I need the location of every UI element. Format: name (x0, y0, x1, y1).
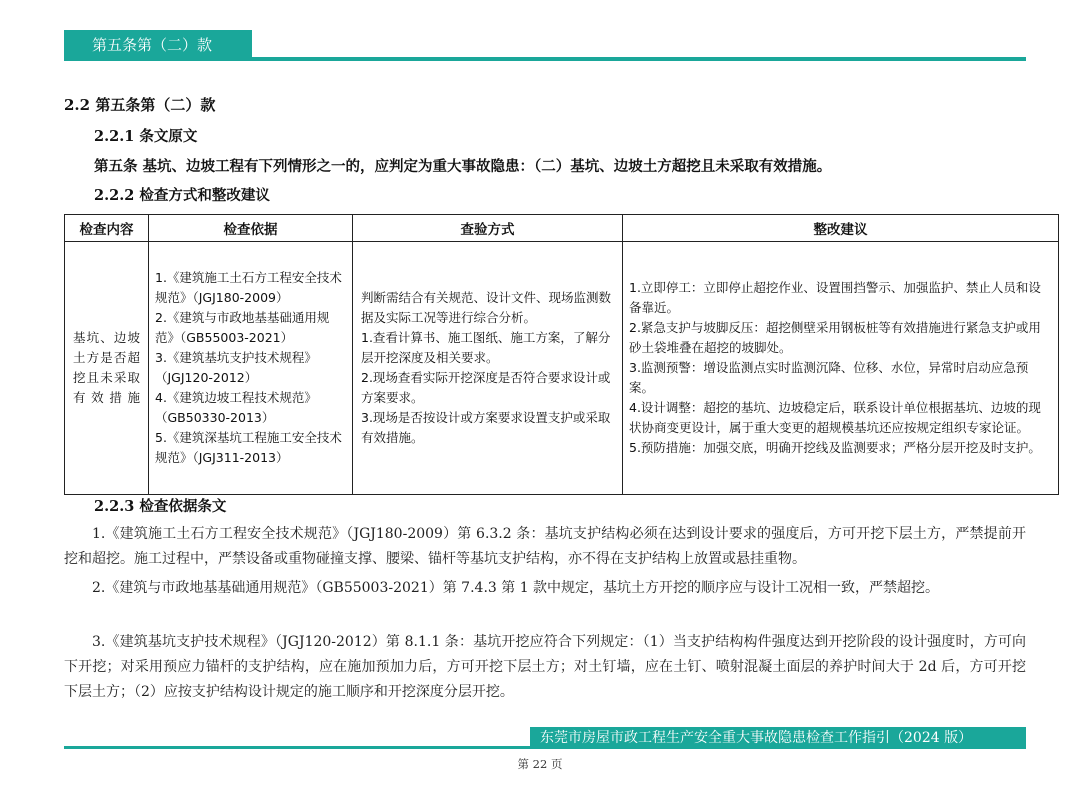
header-cell: 检查内容 (65, 215, 149, 242)
header-cell: 检查依据 (149, 215, 353, 242)
section-title: 2.2 第五条第（二）款 (64, 96, 216, 114)
inspection-content-text: 基坑、边坡土方是否超挖且未采取有效措施 (73, 330, 140, 405)
header-rule (64, 57, 1026, 61)
basis-item: 1.《建筑施工土石方工程安全技术规范》（JGJ180-2009） (155, 270, 342, 305)
inspection-content (65, 242, 149, 495)
subsection-basis-title: 2.2.3 检查依据条文 (94, 498, 227, 515)
footer-rule (64, 746, 1026, 749)
basis-item: 3.《建筑基坑支护技术规程》（JGJ120-2012） (155, 350, 317, 385)
advice-item: 5.预防措施：加强交底，明确开挖线及监测要求；严格分层开挖及时支护。 (629, 440, 1041, 455)
basis-paragraph: 3.《建筑基坑支护技术规程》（JGJ120-2012）第 8.1.1 条：基坑开挖应符合下列规定：（1）当支护结构构件强度达到开挖阶段的设计强度时，方可向下开挖；对采用预应力锚杆的支护结构，应在施加预加力后，方可开挖下层土方；对土钉墙，应在土钉、喷射混凝土面层的养护时间大于 2d 后，方可开挖下层土方；（2）应按支护结构设计规定的施工顺序和开挖深度分层开挖。 (64, 634, 1026, 700)
basis-item: 2.《建筑与市政地基基础通用规范》（GB55003-2021） (155, 310, 330, 345)
method-item: 判断需结合有关规范、设计文件、现场监测数据及实际工况等进行综合分析。 (361, 290, 612, 325)
rectification-advice (623, 242, 1059, 495)
footer-title: 东莞市房屋市政工程生产安全重大事故隐患检查工作指引（2024 版） (540, 730, 973, 746)
basis-paragraph: 1.《建筑施工土石方工程安全技术规范》（JGJ180-2009）第 6.3.2 条：基坑支护结构必须在达到设计要求的强度后，方可开挖下层土方，严禁提前开挖和超挖。施工过程中，严禁设备或重物碰撞支撑、腰梁、锚杆等基坑支护结构，亦不得在支护结构上放置或悬挂重物。 (64, 526, 1026, 567)
method-item: 1.查看计算书、施工图纸、施工方案，了解分层开挖深度及相关要求。 (361, 330, 611, 365)
header-tab-label: 第五条第（二）款 (92, 36, 213, 54)
header-cell: 整改建议 (623, 215, 1059, 242)
inspection-basis (149, 242, 353, 495)
table-row (65, 242, 1059, 495)
basis-item: 5.《建筑深基坑工程施工安全技术规范》（JGJ311-2013） (155, 430, 342, 465)
subsection-original-title: 2.2.1 条文原文 (94, 128, 198, 145)
advice-item: 3.监测预警：增设监测点实时监测沉降、位移、水位，异常时启动应急预案。 (629, 360, 1029, 395)
header-cell: 查验方式 (353, 215, 623, 242)
subsection-inspection-title: 2.2.2 检查方式和整改建议 (94, 187, 270, 204)
advice-item: 1.立即停工：立即停止超挖作业、设置围挡警示、加强监护、禁止人员和设备靠近。 (629, 280, 1041, 315)
basis-paragraph: 2.《建筑与市政地基基础通用规范》（GB55003-2021）第 7.4.3 第 1 款中规定，基坑土方开挖的顺序应与设计工况相一致，严禁超挖。 (92, 580, 940, 596)
basis-item: 4.《建筑边坡工程技术规范》（GB50330-2013） (155, 390, 317, 425)
clause-text: 第五条 基坑、边坡工程有下列情形之一的，应判定为重大事故隐患：（二）基坑、边坡土方超挖且未采取有效措施。 (94, 158, 832, 175)
method-item: 2.现场查看实际开挖深度是否符合要求设计或方案要求。 (361, 370, 611, 405)
advice-item: 2.紧急支护与坡脚反压：超挖侧壁采用钢板桩等有效措施进行紧急支护或用砂土袋堆叠在超挖的坡脚处。 (629, 320, 1041, 355)
table-header-row (65, 215, 1059, 242)
verification-method (353, 242, 623, 495)
method-item: 3.现场是否按设计或方案要求设置支护或采取有效措施。 (361, 410, 611, 445)
header-tab (64, 30, 252, 60)
advice-item: 4.设计调整：超挖的基坑、边坡稳定后，联系设计单位根据基坑、边坡的现状协商变更设计，属于重大变更的超规模基坑还应按规定组织专家论证。 (629, 400, 1041, 435)
page-number: 第 22 页 (517, 757, 563, 771)
inspection-table (64, 214, 1059, 495)
